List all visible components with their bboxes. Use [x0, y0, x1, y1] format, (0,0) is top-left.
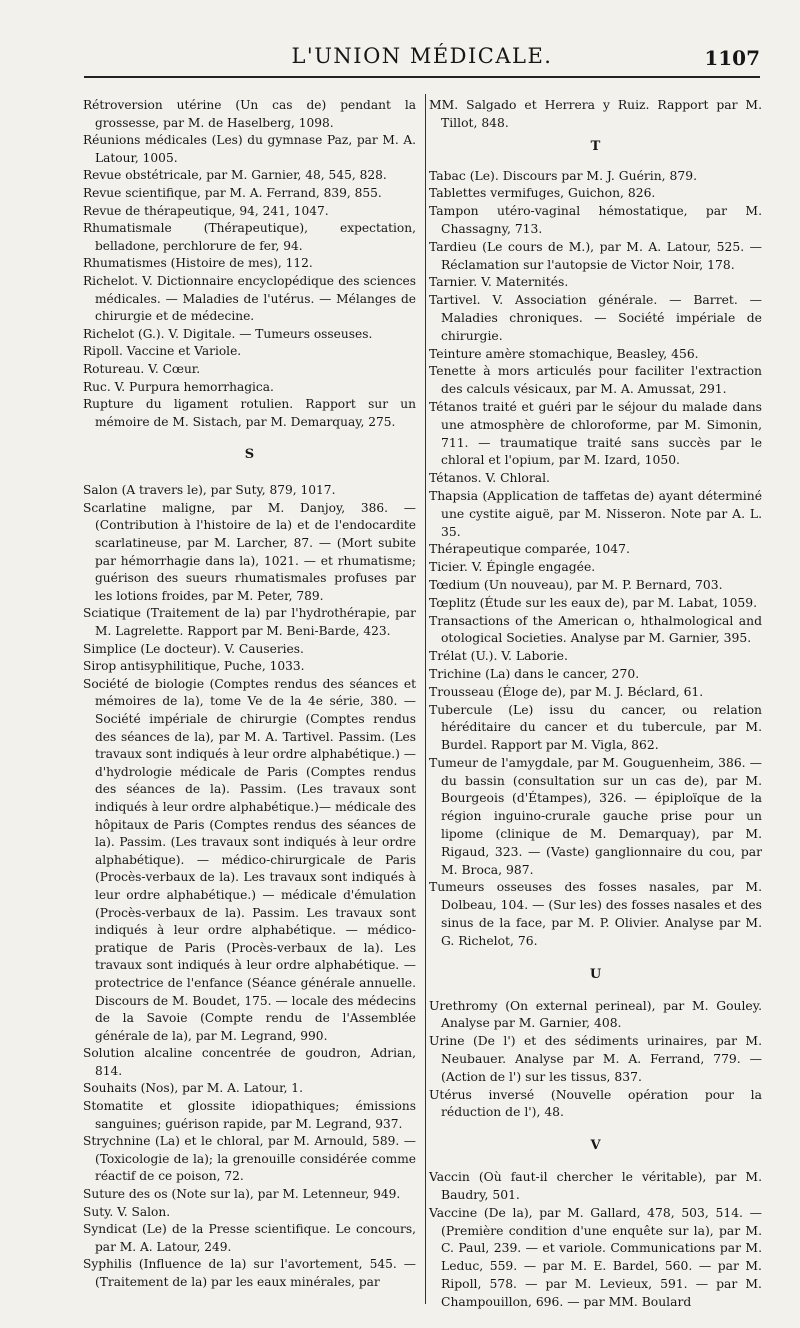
index-entry: Ripoll. Vaccine et Variole.	[83, 344, 242, 359]
section-letter-t: T	[590, 138, 601, 154]
index-entry: Tartivel. V. Association générale. — Barret. — Maladies chroniques. — Société impériale de chirurgie.	[429, 293, 762, 343]
index-entry: Teinture amère stomachique, Beasley, 456.	[429, 346, 699, 361]
section-letter-u: U	[589, 966, 602, 982]
index-entry: Vaccine (De la), par M. Gallard, 478, 503, 514. — (Première condition d'une enquête sur la), par M. C. Paul, 239. — et variole. Communications par M. Leduc, 559. — par M. E. Bardel, 560. — par M. Ripoll, 578. — par M. Levieux, 591. — par M. Champouillon, 696. — par MM. Boulard	[429, 1205, 762, 1309]
index-entry: Thérapeutique comparée, 1047.	[429, 542, 630, 557]
index-entry: Sirop antisyphilitique, Puche, 1033.	[83, 659, 305, 674]
index-entry: Strychnine (La) et le chloral, par M. Arnould, 589. — (Toxicologie de la); la grenouille considérée comme réactif de ce poison, 72.	[83, 1134, 416, 1184]
index-entry: Souhaits (Nos), par M. A. Latour, 1.	[83, 1081, 303, 1096]
index-entry: Rupture du ligament rotulien. Rapport sur un mémoire de M. Sistach, par M. Demarquay, 275.	[83, 397, 416, 429]
index-entry: Solution alcaline concentrée de goudron, Adrian, 814.	[83, 1046, 416, 1078]
index-entry: Tœdium (Un nouveau), par M. P. Bernard, 703.	[429, 577, 723, 592]
index-entry: Simplice (Le docteur). V. Causeries.	[83, 641, 304, 656]
index-entry: Revue scientifique, par M. A. Ferrand, 839, 855.	[83, 185, 382, 200]
index-entry: Rhumatismale (Thérapeutique), expectation, belladone, perchlorure de fer, 94.	[83, 221, 416, 253]
index-entry: Revue obstétricale, par M. Garnier, 48, 545, 828.	[83, 168, 387, 183]
section-letter-s: S	[244, 447, 255, 463]
index-entry: Stomatite et glossite idiopathiques; émissions sanguines; guérison rapide, par M. Legrand, 937.	[83, 1099, 416, 1131]
index-entry: Suture des os (Note sur la), par M. Letenneur, 949.	[83, 1187, 401, 1202]
column-divider	[425, 94, 426, 1304]
index-entry: Tarnier. V. Maternités.	[429, 275, 569, 290]
t-entries	[429, 168, 762, 951]
index-entry: Urethromy (On external perineal), par M. Gouley. Analyse par M. Garnier, 408.	[429, 998, 762, 1031]
index-entry: Tétanos traité et guéri par le séjour du malade dans une atmosphère de chloroforme, par M. Simonin, 711. — traumatique traité sans succès par le chloral et l'opium, par M. Izard, 1050.	[429, 399, 762, 468]
index-entry: Ruc. V. Purpura hemorrhagica.	[83, 379, 274, 394]
index-entry: Tubercule (Le) issu du cancer, ou relation héréditaire du cancer et du tubercule, par M. Burdel. Rapport par M. Vigla, 862.	[429, 702, 762, 753]
index-entry: Tœplitz (Étude sur les eaux de), par M. Labat, 1059.	[429, 595, 758, 610]
section-letter-v: V	[590, 1138, 601, 1154]
index-entry: Vaccin (Où faut-il chercher le véritable), par M. Baudry, 501.	[429, 1170, 762, 1203]
s-entries	[83, 482, 416, 1291]
index-entry: Réunions médicales (Les) du gymnase Paz, par M. A. Latour, 1005.	[83, 133, 416, 165]
index-entry: Scarlatine maligne, par M. Danjoy, 386. — (Contribution à l'histoire de la) et de l'endocardite scarlatineuse, par M. Larcher, 87. — (Mort subite par hémorrhagie dans la), 1021. — et rhumatisme; guérison des sueurs rhumatismales profuses par les lotions froides, par M. Peter, 789.	[83, 500, 416, 603]
index-entry: Tabac (Le). Discours par M. J. Guérin, 879.	[429, 168, 697, 183]
index-entry: Suty. V. Salon.	[83, 1204, 171, 1219]
index-entry: Thapsia (Application de taffetas de) ayant déterminé une cystite aiguë, par M. Nisseron. Note par A. L. 35.	[429, 488, 762, 539]
page-number: 1107	[704, 46, 760, 70]
index-entry: Rhumatismes (Histoire de mes), 112.	[83, 256, 313, 271]
index-entry: Rétroversion utérine (Un cas de) pendant la grossesse, par M. de Haselberg, 1098.	[83, 98, 416, 130]
index-entry: Richelot. V. Dictionnaire encyclopédique des sciences médicales. — Maladies de l'utérus. — Mélanges de chirurgie et de médecine.	[83, 273, 416, 324]
left-column	[83, 97, 416, 1292]
index-entry: Syndicat (Le) de la Presse scientifique. Le concours, par M. A. Latour, 249.	[83, 1222, 416, 1254]
journal-title: L'UNION MÉDICALE.	[291, 44, 553, 68]
right-column	[429, 97, 762, 1312]
index-entry: Utérus inversé (Nouvelle opération pour la réduction de l'), 48.	[429, 1087, 762, 1120]
index-entry: Salon (A travers le), par Suty, 879, 1017.	[83, 483, 336, 498]
v-entries	[429, 1169, 762, 1311]
index-entry: Richelot (G.). V. Digitale. — Tumeurs osseuses.	[83, 326, 373, 341]
r-entries	[83, 97, 416, 431]
index-entry: Revue de thérapeutique, 94, 241, 1047.	[83, 203, 329, 218]
index-entry: Trélat (U.). V. Laborie.	[429, 649, 568, 664]
page-header	[84, 44, 760, 74]
header-rule	[84, 76, 760, 78]
index-entry: Tampon utéro-vaginal hémostatique, par M. Chassagny, 713.	[429, 204, 762, 236]
index-entry: Sciatique (Traitement de la) par l'hydrothérapie, par M. Lagrelette. Rapport par M. Beni-Barde, 423.	[83, 606, 416, 639]
index-entry: Tumeur de l'amygdale, par M. Gouguenheim, 386. — du bassin (consultation sur un cas de), par M. Bourgeois (d'Étampes), 326. — épiploïque de la région inguino-crurale gauche prise pour un lipome (clinique de M. Demarquay), par M. Rigaud, 323. — (Vaste) ganglionnaire du cou, par M. Broca, 987.	[429, 755, 762, 877]
index-entry: Tumeurs osseuses des fosses nasales, par M. Dolbeau, 104. — (Sur les) des fosses nasales et des sinus de la face, par M. P. Olivier. Analyse par M. G. Richelot, 76.	[429, 880, 762, 948]
index-entry: Trousseau (Éloge de), par M. J. Béclard, 61.	[429, 684, 704, 699]
index-entry: Urine (De l') et des sédiments urinaires, par M. Neubauer. Analyse par M. A. Ferrand, 779. —(Action de l') sur les tissus, 837.	[429, 1034, 762, 1084]
index-entry: Tenette à mors articulés pour faciliter l'extraction des calculs vésicaux, par M. A. Amussat, 291.	[429, 364, 762, 397]
index-entry: Transactions of the American o, hthalmological and otological Societies. Analyse par M. Garnier, 395.	[429, 613, 762, 646]
index-entry: Rotureau. V. Cœur.	[83, 361, 201, 376]
index-entry: Tardieu (Le cours de M.), par M. A. Latour, 525. — Réclamation sur l'autopsie de Victor Noir, 178.	[429, 239, 762, 272]
index-entry-continuation: MM. Salgado et Herrera y Ruiz. Rapport par M. Tillot, 848.	[429, 98, 762, 130]
index-entry: Trichine (La) dans le cancer, 270.	[429, 666, 640, 681]
index-entry: Tétanos. V. Chloral.	[429, 471, 550, 486]
u-entries	[429, 998, 762, 1123]
index-entry: Ticier. V. Épingle engagée.	[429, 560, 596, 575]
index-entry: Tablettes vermifuges, Guichon, 826.	[429, 186, 656, 201]
index-entry: Société de biologie (Comptes rendus des séances et mémoires de la), tome Ve de la 4e série, 380. — Société impériale de chirurgie (Comptes rendus des séances de la), par M. A. Tartivel. Passim. (Les travaux sont indiqués à leur ordre alphabétique.) — d'hydrologie médicale de Paris (Comptes rendus des séances de la). Passim. (Les travaux sont indiqués à leur ordre alphabétique.)— médicale des hôpitaux de Paris (Comptes rendus des séances de la). Passim. (Les travaux sont indiqués à leur ordre alphabétique). — médico-chirurgicale de Paris (Procès-verbaux de la). Les travaux sont indiqués à leur ordre alphabétique.) — médicale d'émulation (Procès-verbaux de la). Passim. Les travaux sont indiqués à leur ordre alphabétique. — médico-pratique de Paris (Procès-verbaux de la). Les travaux sont indiqués à leur ordre alphabétique. — protectrice de l'enfance (Séance générale annuelle. Discours de M. Boudet, 175. — locale des médecins de la Savoie (Compte rendu de l'Assemblée générale de la), par M. Legrand, 990.	[83, 676, 416, 1043]
index-entry: Syphilis (Influence de la) sur l'avortement, 545. — (Traitement de la) par les eaux minérales, par	[83, 1257, 416, 1289]
